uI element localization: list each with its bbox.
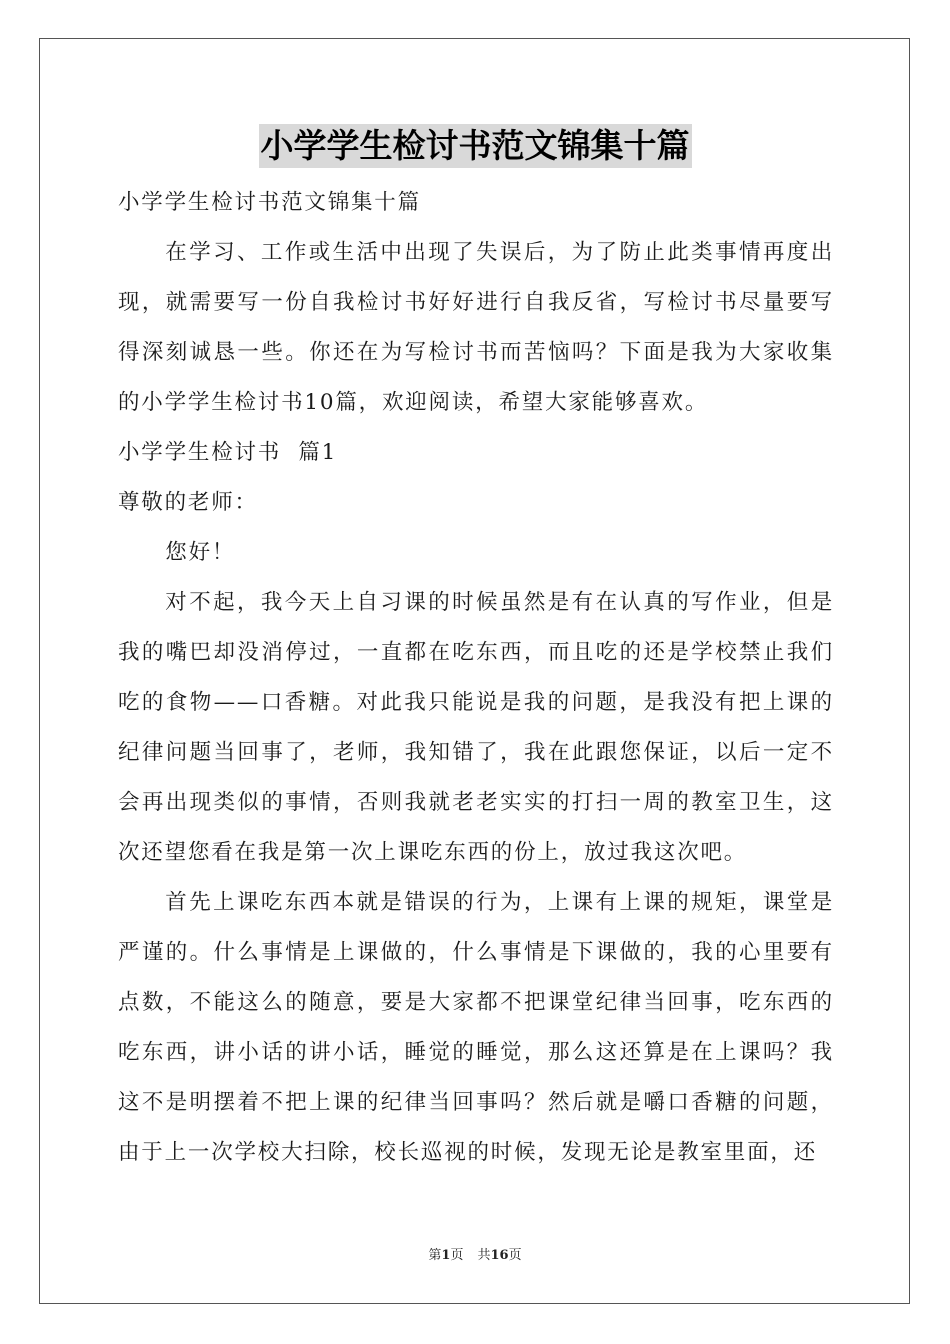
total-prefix: 共: [477, 1248, 491, 1263]
document-subtitle: 小学学生检讨书范文锦集十篇: [118, 190, 421, 215]
page-number: 1: [441, 1248, 451, 1263]
page-prefix: 第: [428, 1248, 442, 1263]
document-title: 小学学生检讨书范文锦集十篇: [259, 124, 692, 168]
page-footer: [0, 1244, 950, 1263]
intro-paragraph: 在学习、工作或生活中出现了失误后，为了防止此类事情再度出现，就需要写一份自我检讨书好好进行自我反省，写检讨书尽量要写得深刻诚恳一些。你还在为写检讨书而苦恼吗？下面是我为大家收集的小学学生检讨书10篇，欢迎阅读，希望大家能够喜欢。: [118, 240, 834, 415]
page-suffix: 页: [450, 1248, 464, 1263]
body-paragraph-2: 首先上课吃东西本就是错误的行为，上课有上课的规矩，课堂是严谨的。什么事情是上课做的，什么事情是下课做的，我的心里要有点数，不能这么的随意，要是大家都不把课堂纪律当回事，吃东西的吃东西，讲小话的讲小话，睡觉的睡觉，那么这还算是在上课吗？我这不是明摆着不把上课的纪律当回事吗？然后就是嚼口香糖的问题，由于上一次学校大扫除，校长巡视的时候，发现无论是教室里面，还: [118, 890, 834, 1165]
salutation: 尊敬的老师：: [118, 490, 258, 515]
greeting: 您好！: [165, 540, 236, 565]
total-suffix: 页: [508, 1248, 522, 1263]
section-heading: 小学学生检讨书 篇1: [118, 440, 338, 465]
document-body: [118, 178, 834, 1178]
body-paragraph-1: 对不起，我今天上自习课的时候虽然是有在认真的写作业，但是我的嘴巴却没消停过，一直都在吃东西，而且吃的还是学校禁止我们吃的食物——口香糖。对此我只能说是我的问题，是我没有把上课的纪律问题当回事了，老师，我知错了，我在此跟您保证，以后一定不会再出现类似的事情，否则我就老老实实的打扫一周的教室卫生，这次还望您看在我是第一次上课吃东西的份上，放过我这次吧。: [118, 590, 834, 865]
total-pages: 16: [490, 1248, 509, 1263]
title-container: [0, 124, 950, 168]
